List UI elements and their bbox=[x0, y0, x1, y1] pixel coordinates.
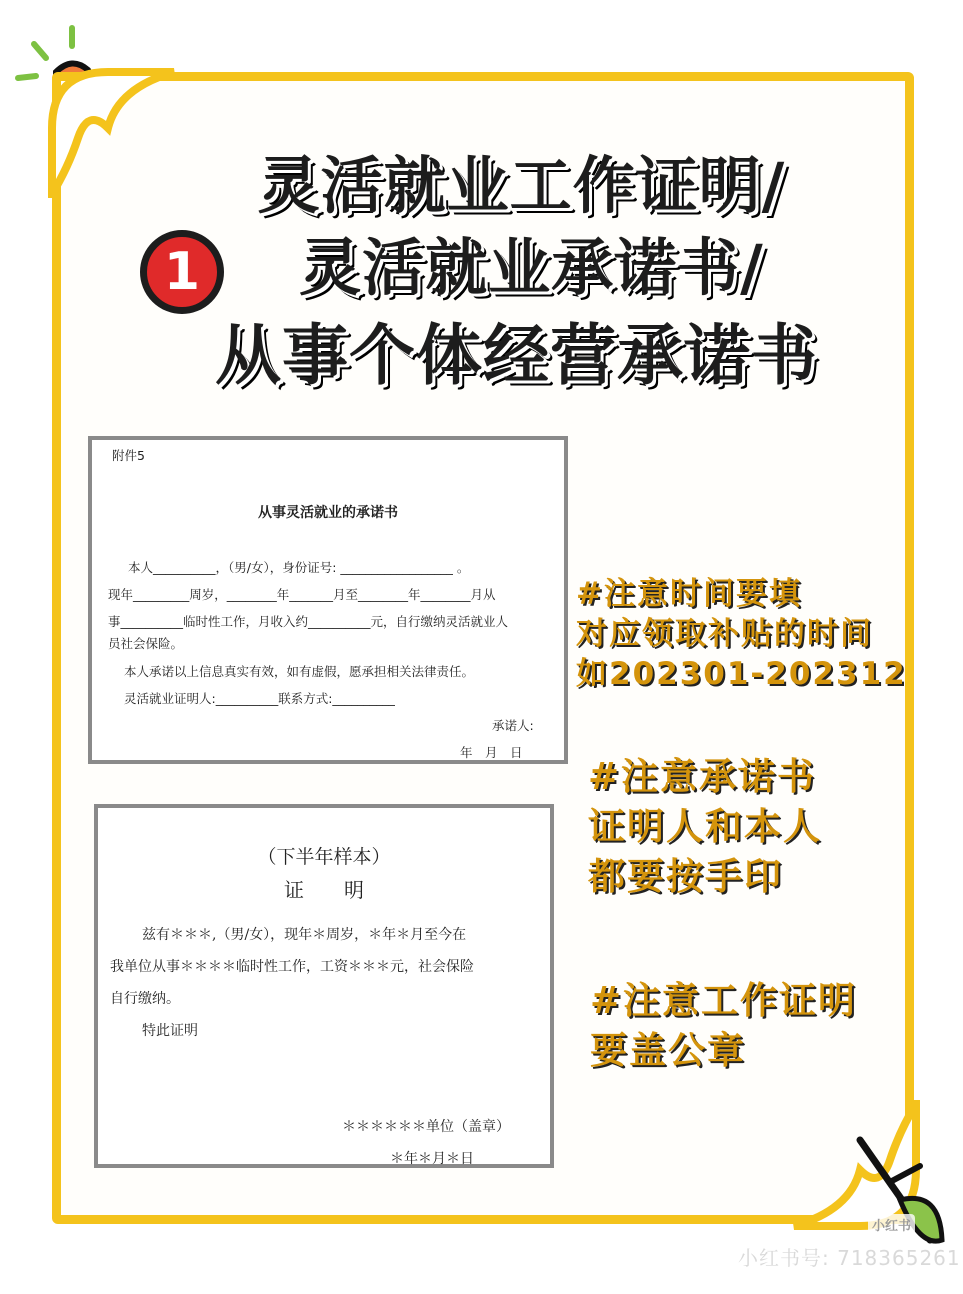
note-time-line-2: 对应领取补贴的时间 bbox=[576, 616, 873, 652]
note-fingerprint-line-2: 证明人和本人 bbox=[588, 805, 822, 848]
doc1-signer: 承诺人: bbox=[492, 718, 534, 733]
doc1-line-6: 灵活就业证明人:__________联系方式:__________ bbox=[124, 691, 395, 706]
attachment-label: 附件5 bbox=[112, 448, 145, 463]
doc2-line-2: 我单位从事＊＊＊＊临时性工作，工资＊＊＊元，社会保险 bbox=[110, 959, 474, 975]
note-time bbox=[576, 574, 907, 694]
doc1-line-3: 事__________临时性工作，月收入约__________元，自行缴纳灵活就业人 bbox=[108, 614, 509, 629]
work-certificate-sample bbox=[94, 804, 554, 1168]
doc1-heading: 从事灵活就业的承诺书 bbox=[258, 505, 398, 521]
xiaohongshu-logo: 小红书 bbox=[868, 1214, 915, 1235]
title-line-2: 灵活就业承诺书/ bbox=[299, 231, 764, 304]
doc2-date: ＊年＊月＊日 bbox=[390, 1151, 474, 1167]
note-fingerprint-line-3: 都要按手印 bbox=[588, 855, 783, 898]
doc2-subtitle: （下半年样本） bbox=[257, 846, 391, 868]
doc1-line-1: 本人__________，（男/女），身份证号: __________________ 。 bbox=[128, 560, 470, 575]
note-fingerprint-line-1: #注意承诺书 bbox=[588, 755, 817, 798]
note-time-line-3: 如202301-202312 bbox=[576, 656, 907, 692]
doc1-line-2: 现年_________周岁，________年_______月至________年________月从 bbox=[108, 587, 496, 602]
doc2-line-4: 特此证明 bbox=[142, 1023, 198, 1039]
doc1-date: 年 月 日 bbox=[460, 745, 523, 760]
note-time-line-1: #注意时间要填 bbox=[576, 576, 802, 612]
title-line-1: 灵活就业工作证明/ bbox=[257, 149, 786, 222]
title-line-3: 从事个体经营承诺书 bbox=[215, 317, 818, 394]
commitment-letter-sample bbox=[88, 436, 568, 764]
note-seal-line-2: 要盖公章 bbox=[590, 1029, 746, 1072]
watermark-id: 小红书号: 718365261 bbox=[738, 1246, 961, 1270]
doc2-heading: 证 明 bbox=[284, 878, 364, 902]
doc1-line-4: 员社会保险。 bbox=[108, 636, 184, 651]
doc2-line-1: 兹有＊＊＊,（男/女），现年＊周岁，＊年＊月至今在 bbox=[142, 927, 467, 943]
doc1-line-5: 本人承诺以上信息真实有效，如有虚假，愿承担相关法律责任。 bbox=[124, 664, 475, 679]
number-badge: 1 bbox=[140, 230, 224, 314]
note-fingerprint bbox=[588, 752, 822, 902]
doc2-unit-seal: ＊＊＊＊＊＊单位（盖章） bbox=[342, 1119, 510, 1135]
leaf-branch-icon bbox=[850, 1130, 950, 1260]
note-seal bbox=[590, 976, 857, 1076]
doc2-line-3: 自行缴纳。 bbox=[110, 991, 180, 1007]
note-seal-line-1: #注意工作证明 bbox=[590, 979, 858, 1022]
